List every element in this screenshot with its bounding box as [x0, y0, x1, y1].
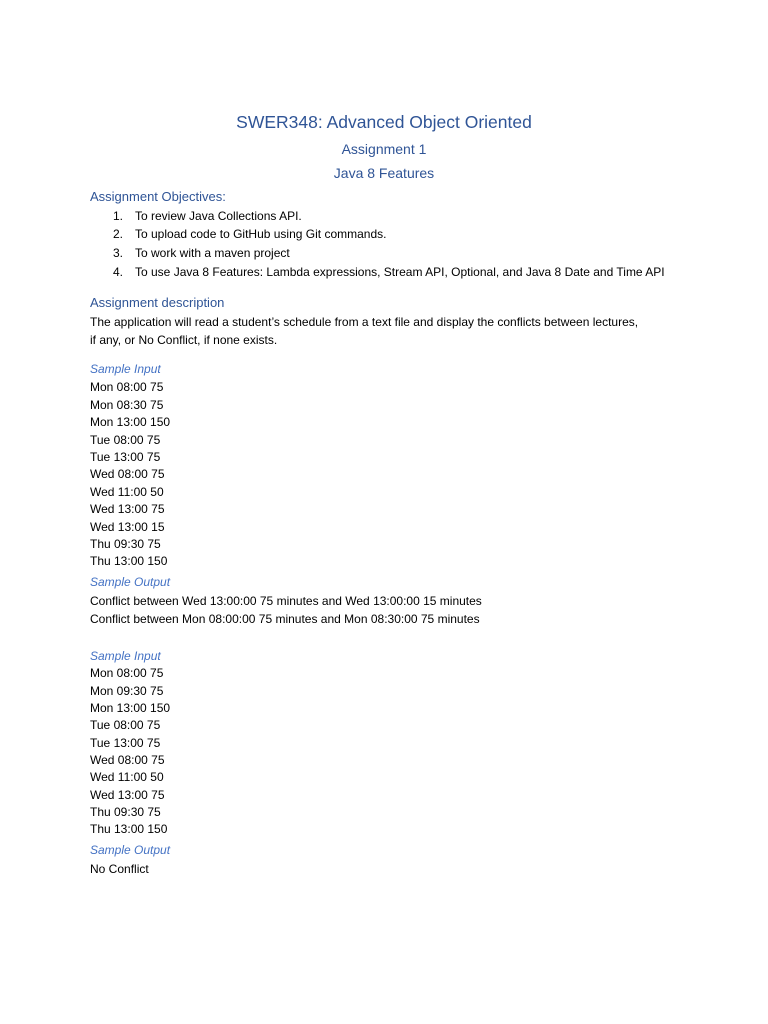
sample-output-block: [90, 592, 482, 628]
objective-item: [90, 207, 665, 226]
objectives-heading: Assignment Objectives:: [90, 189, 226, 204]
sample-output-line: No Conflict: [90, 862, 149, 876]
sample-input-line: Tue 08:00 75: [90, 432, 161, 447]
sample-input-line: Wed 13:00 15: [90, 519, 165, 534]
sample-output-label: Sample Output: [90, 575, 171, 589]
sample-input-block: [90, 665, 170, 838]
description-line: if any, or No Conflict, if none exists.: [90, 333, 278, 347]
sample-input-line: Wed 08:00 75: [90, 467, 165, 482]
sample-input-line: Wed 08:00 75: [90, 752, 165, 767]
sample-input-line: Mon 08:30 75: [90, 397, 164, 412]
sample-output-label: Sample Output: [90, 843, 171, 857]
sample-input-block: [90, 379, 170, 570]
sample-input-line: Wed 13:00 75: [90, 787, 165, 802]
sample-input-label: Sample Input: [90, 649, 161, 663]
sample-input-line: Wed 11:00 50: [90, 484, 164, 499]
sample-output-block: [90, 860, 149, 878]
description-line: The application will read a student’s schedule from a text file and display the conflicts between lectures,: [90, 315, 639, 329]
description-heading: Assignment description: [90, 295, 225, 310]
assignment-topic: Java 8 Features: [333, 165, 435, 181]
objective-text: To review Java Collections API.: [135, 208, 302, 223]
sample-input-line: Tue 08:00 75: [90, 718, 161, 733]
sample-input-line: Wed 13:00 75: [90, 502, 165, 517]
objective-text: To upload code to GitHub using Git commands.: [135, 227, 387, 242]
sample-input-label: Sample Input: [90, 362, 161, 376]
sample-input-line: Tue 13:00 75: [90, 449, 161, 464]
sample-input-line: Mon 09:30 75: [90, 683, 164, 698]
objective-number: 4.: [113, 264, 124, 279]
objectives-list: [90, 207, 665, 282]
assignment-number: Assignment 1: [341, 141, 427, 157]
objective-number: 2.: [113, 227, 124, 242]
sample-input-line: Thu 09:30 75: [90, 536, 161, 551]
sample-input-line: Thu 09:30 75: [90, 804, 161, 819]
objective-item: [90, 244, 665, 263]
sample-input-line: Thu 13:00 150: [90, 554, 168, 569]
sample-input-line: Mon 08:00 75: [90, 380, 164, 395]
sample-output-line: Conflict between Mon 08:00:00 75 minutes and Mon 08:30:00 75 minutes: [90, 612, 480, 626]
objective-number: 3.: [113, 246, 124, 260]
document-title: SWER348: Advanced Object Oriented: [236, 112, 532, 132]
objective-item: [90, 225, 665, 244]
description-paragraph: [90, 313, 638, 349]
sample-input-line: Tue 13:00 75: [90, 735, 161, 750]
objective-number: 1.: [113, 208, 124, 223]
sample-output-line: Conflict between Wed 13:00:00 75 minutes and Wed 13:00:00 15 minutes: [90, 594, 482, 608]
sample-input-line: Mon 13:00 150: [90, 415, 171, 430]
sample-input-line: Wed 11:00 50: [90, 770, 164, 785]
sample-input-line: Mon 13:00 150: [90, 700, 171, 715]
sample-input-line: Mon 08:00 75: [90, 666, 164, 681]
objective-item: [90, 263, 665, 282]
sample-input-line: Thu 13:00 150: [90, 822, 168, 837]
objective-text: To use Java 8 Features: Lambda expressions, Stream API, Optional, and Java 8 Date and Time API: [135, 264, 665, 279]
objective-text: To work with a maven project: [135, 246, 290, 260]
